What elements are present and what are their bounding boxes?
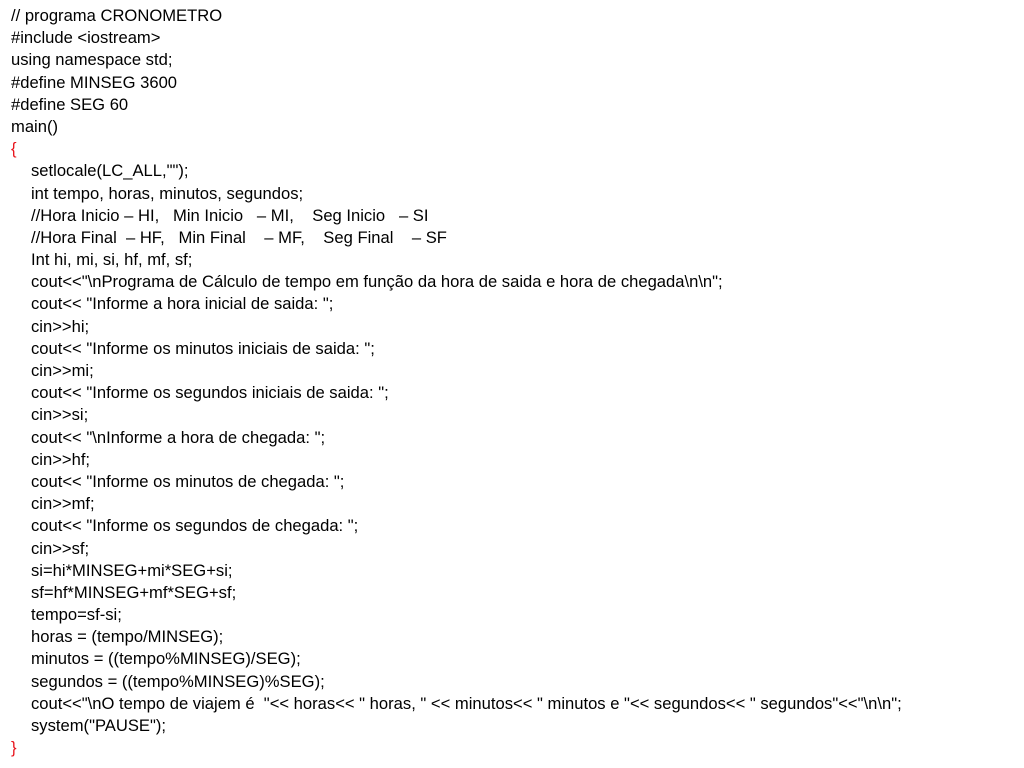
code-line: #define MINSEG 3600 (11, 72, 178, 92)
code-line: cout<< "Informe os segundos iniciais de saida: "; (31, 383, 389, 403)
code-line: cout<< "Informe a hora inicial de saida: "; (31, 294, 334, 314)
code-line: // programa CRONOMETRO (11, 6, 223, 25)
code-line: //Hora Final – HF, Min Final – MF, Seg Final – SF (31, 227, 447, 247)
code-line: cin>>hf; (31, 449, 91, 469)
code-line: tempo=sf-si; (31, 605, 122, 625)
close-brace: } (11, 738, 17, 758)
code-line: cout<< "Informe os minutos iniciais de saida: "; (31, 338, 375, 358)
code-line: Int hi, mi, si, hf, mf, sf; (31, 250, 193, 270)
code-line: //Hora Inicio – HI, Min Inicio – MI, Seg Inicio – SI (31, 205, 429, 225)
code-line: cin>>mf; (31, 494, 95, 514)
code-line: si=hi*MINSEG+mi*SEG+si; (31, 560, 233, 580)
code-line: segundos = ((tempo%MINSEG)%SEG); (31, 671, 325, 691)
code-line: cin>>mi; (31, 361, 94, 380)
code-line: cout<< "Informe os minutos de chegada: "; (31, 471, 345, 491)
code-line: cout<<"\nPrograma de Cálculo de tempo em função da hora de saida e hora de chegada\n\n"; (31, 272, 723, 292)
code-line: cout<< "Informe os segundos de chegada: "; (31, 516, 359, 536)
code-line: cin>>sf; (31, 538, 90, 558)
code-line: cin>>hi; (31, 316, 90, 336)
code-line: setlocale(LC_ALL,""); (31, 161, 189, 181)
open-brace: { (11, 139, 17, 159)
code-line: int tempo, horas, minutos, segundos; (31, 183, 304, 203)
code-listing (11, 5, 1016, 759)
code-line: sf=hf*MINSEG+mf*SEG+sf; (31, 582, 237, 602)
code-line: cin>>si; (31, 405, 89, 425)
code-line: using namespace std; (11, 50, 173, 70)
code-line: #define SEG 60 (11, 94, 129, 114)
code-line: system("PAUSE"); (31, 716, 167, 735)
code-line: cout<< "\nInforme a hora de chegada: "; (31, 427, 326, 447)
code-line: minutos = ((tempo%MINSEG)/SEG); (31, 649, 301, 669)
code-line: main() (11, 116, 59, 136)
code-line: #include <iostream> (11, 28, 161, 48)
code-line: horas = (tempo/MINSEG); (31, 627, 224, 647)
code-line: cout<<"\nO tempo de viajem é "<< horas<< " horas, " << minutos<< " minutos e "<< segundos<< " segundos"<<"\n\n"; (31, 693, 902, 713)
